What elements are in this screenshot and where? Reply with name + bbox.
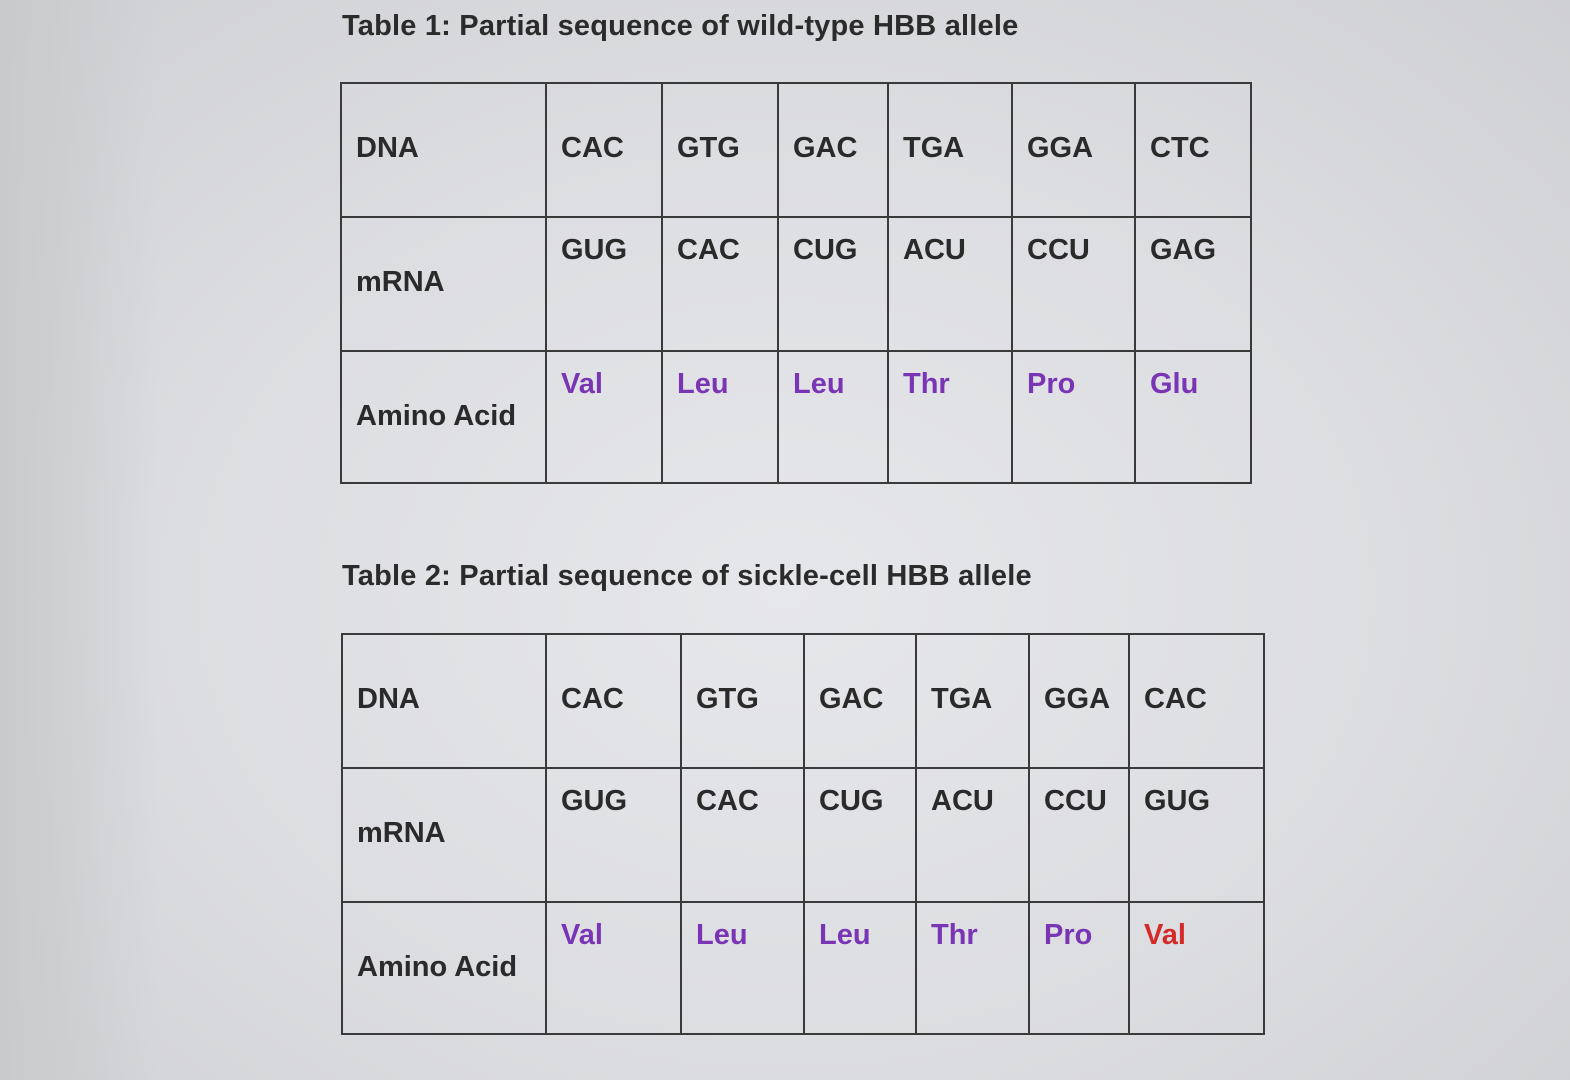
mrna-codon: CAC (662, 217, 778, 351)
mrna-codon: GAG (1135, 217, 1251, 351)
mrna-codon: GUG (546, 217, 662, 351)
amino-acid: Thr (916, 902, 1029, 1034)
amino-acid: Leu (662, 351, 778, 483)
row-label-mrna: mRNA (341, 217, 546, 351)
amino-acid: Pro (1029, 902, 1129, 1034)
row-label-mrna: mRNA (342, 768, 546, 902)
amino-acid: Leu (778, 351, 888, 483)
sickle-cell-sequence-table (341, 633, 1265, 1035)
dna-codon: CAC (546, 634, 681, 768)
dna-codon: GAC (778, 83, 888, 217)
mrna-codon: CUG (804, 768, 916, 902)
dna-codon: GAC (804, 634, 916, 768)
mrna-codon: CCU (1029, 768, 1129, 902)
amino-acid-row (342, 902, 1264, 1034)
mrna-codon: GUG (546, 768, 681, 902)
dna-row (341, 83, 1251, 217)
mrna-row (342, 768, 1264, 902)
dna-codon: TGA (916, 634, 1029, 768)
row-label-amino-acid: Amino Acid (341, 351, 546, 483)
dna-row (342, 634, 1264, 768)
row-label-dna: DNA (341, 83, 546, 217)
dna-codon: GTG (662, 83, 778, 217)
mrna-codon: GUG (1129, 768, 1264, 902)
row-label-dna: DNA (342, 634, 546, 768)
mrna-codon: CCU (1012, 217, 1135, 351)
dna-codon: CAC (546, 83, 662, 217)
mrna-codon: CUG (778, 217, 888, 351)
mutant-amino-acid: Val (1129, 902, 1264, 1034)
dna-codon: CTC (1135, 83, 1251, 217)
dna-codon: TGA (888, 83, 1012, 217)
amino-acid: Thr (888, 351, 1012, 483)
amino-acid: Val (546, 351, 662, 483)
dna-codon: GGA (1012, 83, 1135, 217)
table-2-caption: Table 2: Partial sequence of sickle-cell HBB allele (342, 560, 1032, 592)
amino-acid: Leu (681, 902, 804, 1034)
row-label-amino-acid: Amino Acid (342, 902, 546, 1034)
mrna-row (341, 217, 1251, 351)
amino-acid: Pro (1012, 351, 1135, 483)
mrna-codon: ACU (916, 768, 1029, 902)
amino-acid: Leu (804, 902, 916, 1034)
wild-type-sequence-table (340, 82, 1252, 484)
dna-codon: CAC (1129, 634, 1264, 768)
table-1-caption: Table 1: Partial sequence of wild-type HBB allele (342, 10, 1019, 42)
amino-acid-row (341, 351, 1251, 483)
mrna-codon: ACU (888, 217, 1012, 351)
background-shade (0, 0, 160, 1080)
dna-codon: GTG (681, 634, 804, 768)
mrna-codon: CAC (681, 768, 804, 902)
amino-acid: Val (546, 902, 681, 1034)
amino-acid: Glu (1135, 351, 1251, 483)
dna-codon: GGA (1029, 634, 1129, 768)
